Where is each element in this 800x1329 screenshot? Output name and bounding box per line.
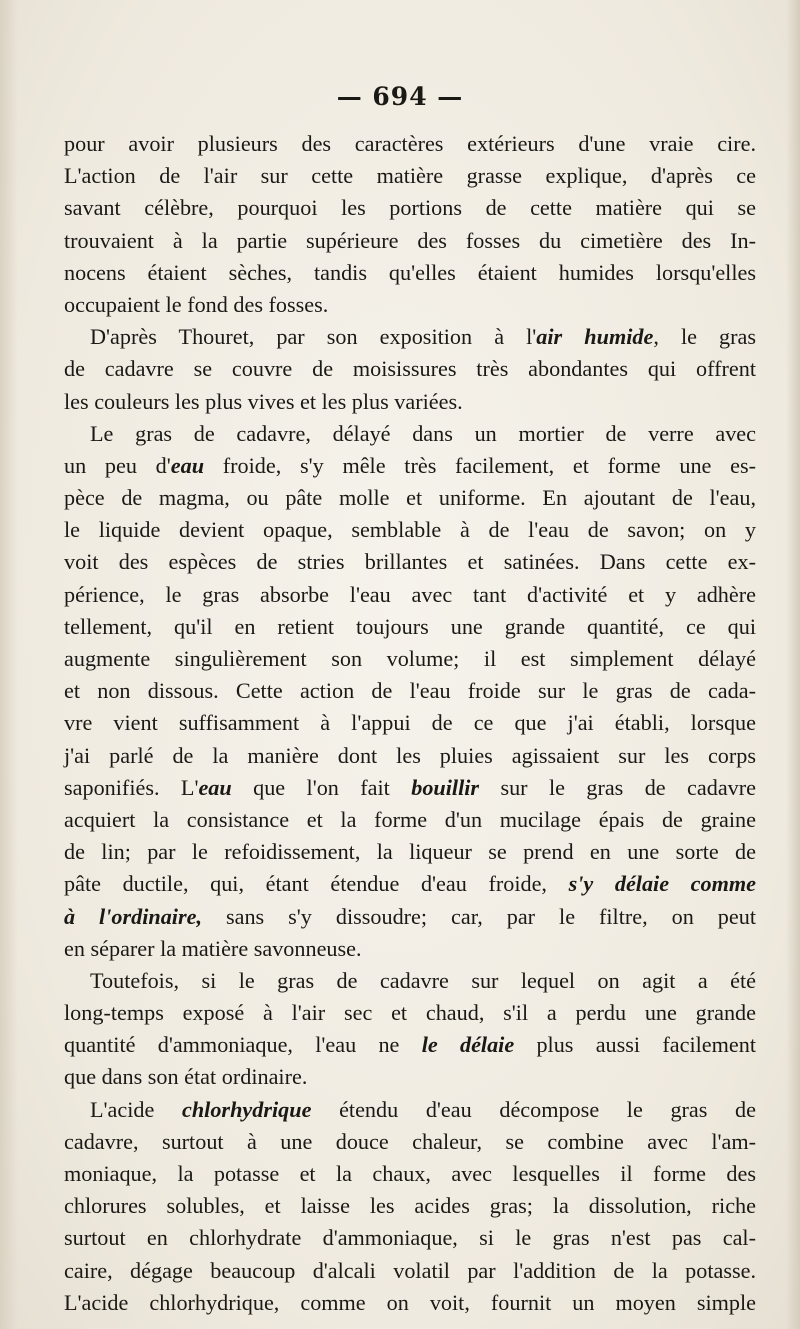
italic-term: air humide [536,324,654,350]
text-segment: un peu d' [64,452,171,478]
text-line: L'acide chlorhydrique, comme on voit, fournit un moyen simple [64,1289,756,1315]
text-line [64,1094,756,1126]
text-line: cadavre, surtout à une douce chaleur, se combine avec l'am- [64,1128,756,1154]
text-segment: sans s'y dissoudre; car, par le filtre, on peut [202,903,756,929]
text-line [64,321,756,353]
text-segment: froide, s'y mêle très facilement, et forme une es- [204,452,756,478]
page-number: — 694 — [336,82,464,111]
text-line: L'action de l'air sur cette matière grasse explique, d'après ce [64,163,756,189]
italic-term: chlorhydrique [181,1096,312,1122]
italic-term: eau [198,774,232,800]
text-line: voit des espèces de stries brillantes et satinées. Dans cette ex- [64,549,756,575]
text-line [64,450,756,482]
text-segment: pâte ductile, qui, étant étendue d'eau froide, [64,871,569,897]
text-line [64,1029,756,1061]
text-line: pèce de magma, ou pâte molle et uniforme. En ajoutant de l'eau, [64,485,756,511]
text-line: acquiert la consistance et la forme d'un mucilage épais de graine [64,806,756,832]
italic-term: à l'ordinaire, [64,903,203,929]
text-line: caire, dégage beaucoup d'alcali volatil par l'addition de la potasse. [64,1257,756,1283]
text-segment: , le gras [653,324,756,350]
italic-term: bouillir [411,774,480,800]
text-line: savant célèbre, pourquoi les portions de cette matière qui se [64,195,756,221]
text-line: et non dissous. Cette action de l'eau froide sur le gras de cada- [64,678,756,704]
text-line: les couleurs les plus vives et les plus variées. [64,388,463,414]
text-line: vre vient suffisamment à l'appui de ce que j'ai établi, lorsque [64,710,756,736]
text-segment: plus aussi facilement [514,1032,756,1058]
page-edge-left-shadow [0,0,18,1329]
italic-term: le délaie [421,1032,515,1058]
text-segment: L'acide [90,1096,182,1122]
text-line: chlorures solubles, et laisse les acides gras; la dissolution, riche [64,1193,756,1219]
text-line: occupaient le fond des fosses. [64,291,329,317]
text-line: augmente singulièrement son volume; il est simplement délayé [64,646,756,671]
text-line: pour avoir plusieurs des caractères extérieurs d'une vraie cire. [64,131,756,156]
text-line: nocens étaient sèches, tandis qu'elles étaient humides lorsqu'elles [64,259,756,285]
text-line: j'ai parlé de la manière dont les pluies agissaient sur les corps [64,742,756,768]
text-segment: que l'on fait [231,774,412,800]
text-segment: quantité d'ammoniaque, l'eau ne [64,1032,422,1058]
body-text [64,128,756,1319]
text-line: que dans son état ordinaire. [64,1064,308,1090]
text-line: trouvaient à la partie supérieure des fosses du cimetière des In- [64,227,756,253]
text-segment: D'après Thouret, par son exposition à l' [90,324,537,350]
italic-term: eau [170,452,205,478]
text-line: tellement, qu'il en retient toujours une grande quantité, ce qui [64,613,756,639]
text-segment: saponifiés. L' [64,774,199,800]
text-line [64,868,756,900]
text-line: périence, le gras absorbe l'eau avec tant d'activité et y adhère [64,581,756,607]
text-line: de lin; par le refoidissement, la liqueur se prend en une sorte de [64,839,756,865]
text-line: long-temps exposé à l'air sec et chaud, s'il a perdu une grande [64,1000,756,1026]
text-line: de cadavre se couvre de moisissures très abondantes qui offrent [64,356,756,382]
text-line: Le gras de cadavre, délayé dans un mortier de verre avec [90,420,756,446]
text-line: moniaque, la potasse et la chaux, avec lesquelles il forme des [64,1161,756,1186]
text-segment: sur le gras de cadavre [479,774,756,800]
text-line [64,901,756,933]
text-segment: étendu d'eau décompose le gras de [311,1096,756,1122]
text-line: Toutefois, si le gras de cadavre sur lequel on agit a été [90,967,756,993]
text-line [64,772,756,804]
italic-term: s'y délaie comme [568,871,756,897]
text-line: en séparer la matière savonneuse. [64,935,362,961]
page-edge-right-shadow [786,0,800,1329]
text-line: le liquide devient opaque, semblable à de l'eau de savon; on y [64,517,756,543]
text-line: surtout en chlorhydrate d'ammoniaque, si le gras n'est pas cal- [64,1225,756,1251]
